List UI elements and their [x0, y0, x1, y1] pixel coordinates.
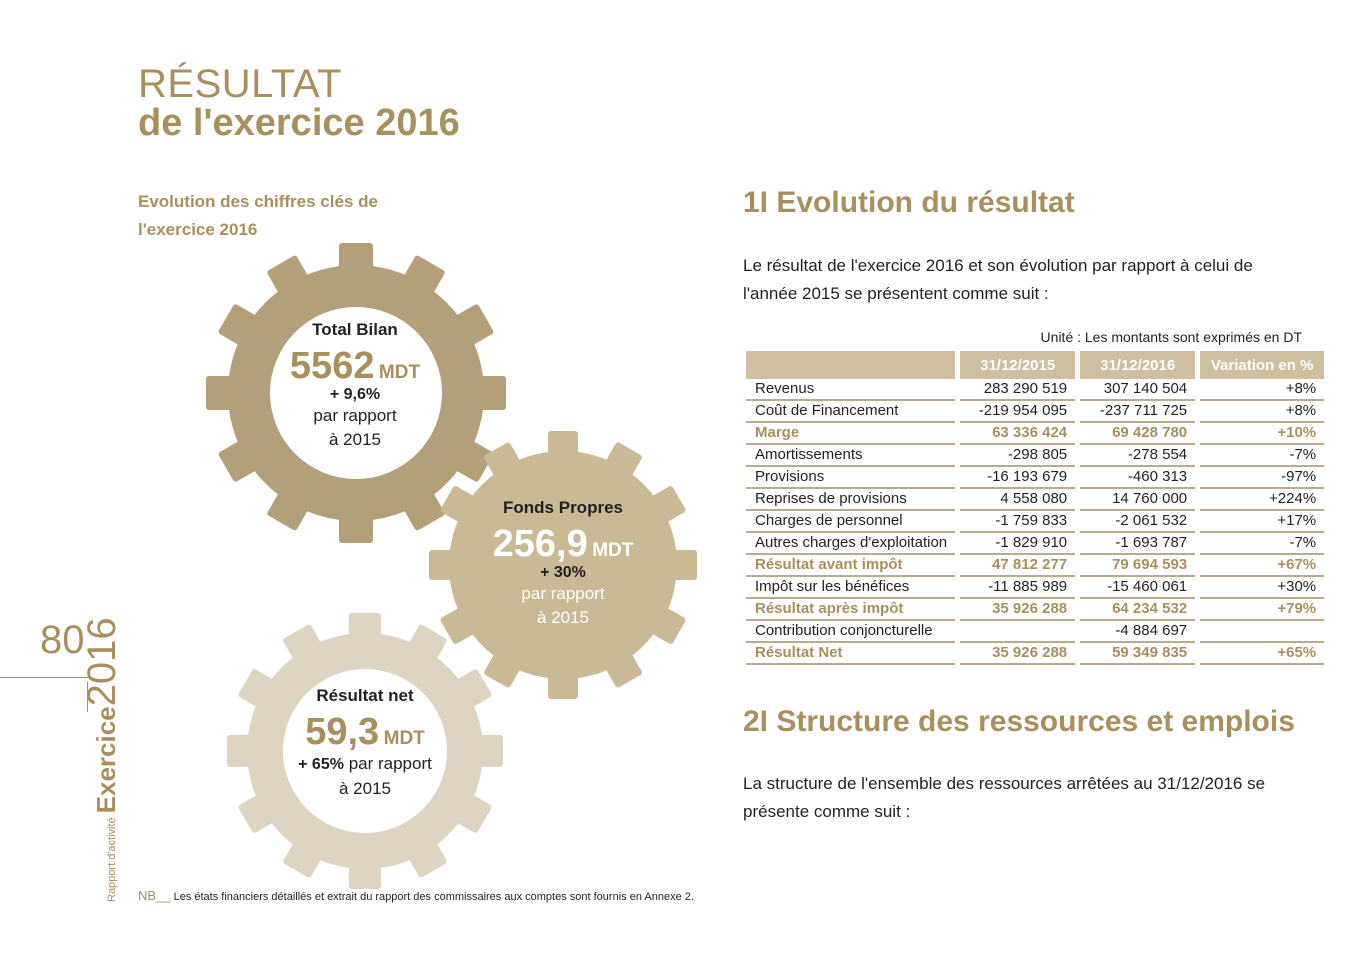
cell-variation: -97% — [1200, 467, 1324, 489]
table-row — [746, 445, 1324, 467]
page-title-line2: de l'exercice 2016 — [138, 102, 460, 144]
footnote-label: NB__ — [138, 888, 171, 903]
page-number: 80 — [40, 618, 85, 662]
cell-variation: +17% — [1200, 511, 1324, 533]
fonds-propres-value: 256,9 — [492, 523, 588, 565]
cell-2016: -237 711 725 — [1080, 401, 1195, 423]
cell-2016: -1 693 787 — [1080, 533, 1195, 555]
cell-variation: +30% — [1200, 577, 1324, 599]
cell-2015: -1 829 910 — [960, 533, 1075, 555]
table-row — [746, 489, 1324, 511]
sidebar-small-label: Rapport d'activité — [106, 817, 118, 902]
fonds-propres-comparison-2: à 2015 — [537, 608, 589, 627]
section-2-text: La structure de l'ensemble des ressources arrêtées au 31/12/2016 se présente comme suit : — [743, 774, 1266, 821]
footnote — [138, 888, 694, 903]
fonds-propres-comparison-1: par rapport — [521, 584, 605, 603]
cell-2016: 64 234 532 — [1080, 599, 1195, 621]
table-row — [746, 511, 1324, 533]
total-bilan-comparison-1: par rapport — [313, 406, 397, 425]
cell-2016: -15 460 061 — [1080, 577, 1195, 599]
cell-2015: -11 885 989 — [960, 577, 1075, 599]
table-header-variation: Variation en % — [1200, 351, 1324, 379]
row-label: Résultat Net — [746, 643, 955, 665]
cell-2015: 63 336 424 — [960, 423, 1075, 445]
cell-variation: +65% — [1200, 643, 1324, 665]
cell-2016: 69 428 780 — [1080, 423, 1195, 445]
cell-2016: 79 694 593 — [1080, 555, 1195, 577]
key-figures-heading: Evolution des chiffres clés de l'exercice 2016 — [138, 192, 378, 239]
row-label: Contribution conjoncturelle — [746, 621, 955, 643]
cell-2016: 307 140 504 — [1080, 379, 1195, 401]
row-label: Résultat après impôt — [746, 599, 955, 621]
page-title-line1: RÉSULTAT — [138, 62, 343, 106]
table-row — [746, 401, 1324, 423]
resultat-net-unit: MDT — [383, 728, 425, 749]
resultat-net-value: 59,3 — [305, 711, 380, 753]
cell-variation: +8% — [1200, 379, 1324, 401]
row-label: Revenus — [746, 379, 955, 401]
row-label: Provisions — [746, 467, 955, 489]
table-row — [746, 577, 1324, 599]
total-bilan-unit: MDT — [378, 362, 421, 383]
cell-2015: 4 558 080 — [960, 489, 1075, 511]
cell-2015: -1 759 833 — [960, 511, 1075, 533]
cell-2016: 59 349 835 — [1080, 643, 1195, 665]
row-label: Impôt sur les bénéfices — [746, 577, 955, 599]
row-label: Amortissements — [746, 445, 955, 467]
resultat-net-block — [270, 686, 460, 801]
resultat-net-change: + 65% — [298, 756, 344, 773]
sidebar-year: 2016 — [80, 617, 124, 707]
table-header-row — [746, 351, 1324, 379]
section-1-title: 1I Evolution du résultat — [743, 186, 1075, 219]
divider — [0, 677, 92, 678]
total-bilan-change: + 9,6% — [329, 386, 381, 403]
unit-note: Unité : Les montants sont exprimés en DT — [1040, 329, 1302, 345]
cell-2015: 283 290 519 — [960, 379, 1075, 401]
row-label: Coût de Financement — [746, 401, 955, 423]
cell-variation: -7% — [1200, 533, 1324, 555]
table-row — [746, 423, 1324, 445]
cell-2015 — [960, 621, 1075, 643]
fonds-propres-change: + 30% — [540, 564, 586, 581]
cell-2015: 35 926 288 — [960, 599, 1075, 621]
table-header-2016: 31/12/2016 — [1080, 351, 1195, 379]
cell-2015: 35 926 288 — [960, 643, 1075, 665]
row-label: Résultat avant impôt — [746, 555, 955, 577]
section-2-title: 2I Structure des ressources et emplois — [743, 705, 1295, 738]
cell-2015: -219 954 095 — [960, 401, 1075, 423]
cell-variation: -7% — [1200, 445, 1324, 467]
cell-variation: +224% — [1200, 489, 1324, 511]
resultat-net-comparison-2: à 2015 — [339, 779, 391, 798]
section-1-text: Le résultat de l'exercice 2016 et son évolution par rapport à celui de l'année 2015 se présentent comme suit : — [743, 256, 1253, 303]
cell-2015: -298 805 — [960, 445, 1075, 467]
resultat-net-comparison-1: par rapport — [348, 754, 432, 773]
table-row — [746, 467, 1324, 489]
cell-2016: -460 313 — [1080, 467, 1195, 489]
cell-2016: 14 760 000 — [1080, 489, 1195, 511]
fonds-propres-label: Fonds Propres — [503, 498, 623, 517]
table-row — [746, 621, 1324, 643]
table-row — [746, 555, 1324, 577]
cell-variation: +8% — [1200, 401, 1324, 423]
row-label: Autres charges d'exploitation — [746, 533, 955, 555]
total-bilan-comparison-2: à 2015 — [329, 430, 381, 449]
cell-2016: -278 554 — [1080, 445, 1195, 467]
cell-variation: +67% — [1200, 555, 1324, 577]
cell-2016: -2 061 532 — [1080, 511, 1195, 533]
cell-variation — [1200, 621, 1324, 643]
total-bilan-label: Total Bilan — [312, 320, 398, 339]
cell-variation: +79% — [1200, 599, 1324, 621]
sidebar-exercise-label: Exercice — [91, 706, 121, 814]
cell-2015: -16 193 679 — [960, 467, 1075, 489]
total-bilan-block — [260, 320, 450, 452]
table-row — [746, 599, 1324, 621]
row-label: Reprises de provisions — [746, 489, 955, 511]
table-row — [746, 379, 1324, 401]
fonds-propres-unit: MDT — [592, 540, 634, 561]
row-label: Marge — [746, 423, 955, 445]
cell-variation: +10% — [1200, 423, 1324, 445]
footnote-text: Les états financiers détaillés et extrait du rapport des commissaires aux comptes sont fournis en Annexe 2. — [173, 891, 694, 903]
financial-results-table — [741, 351, 1329, 665]
total-bilan-value: 5562 — [289, 345, 375, 387]
table-header-label — [746, 351, 955, 379]
table-row — [746, 643, 1324, 665]
resultat-net-label: Résultat net — [316, 686, 414, 705]
cell-2016: -4 884 697 — [1080, 621, 1195, 643]
table-row — [746, 533, 1324, 555]
row-label: Charges de personnel — [746, 511, 955, 533]
sidebar-report-label — [80, 617, 125, 902]
table-header-2015: 31/12/2015 — [960, 351, 1075, 379]
cell-2015: 47 812 277 — [960, 555, 1075, 577]
